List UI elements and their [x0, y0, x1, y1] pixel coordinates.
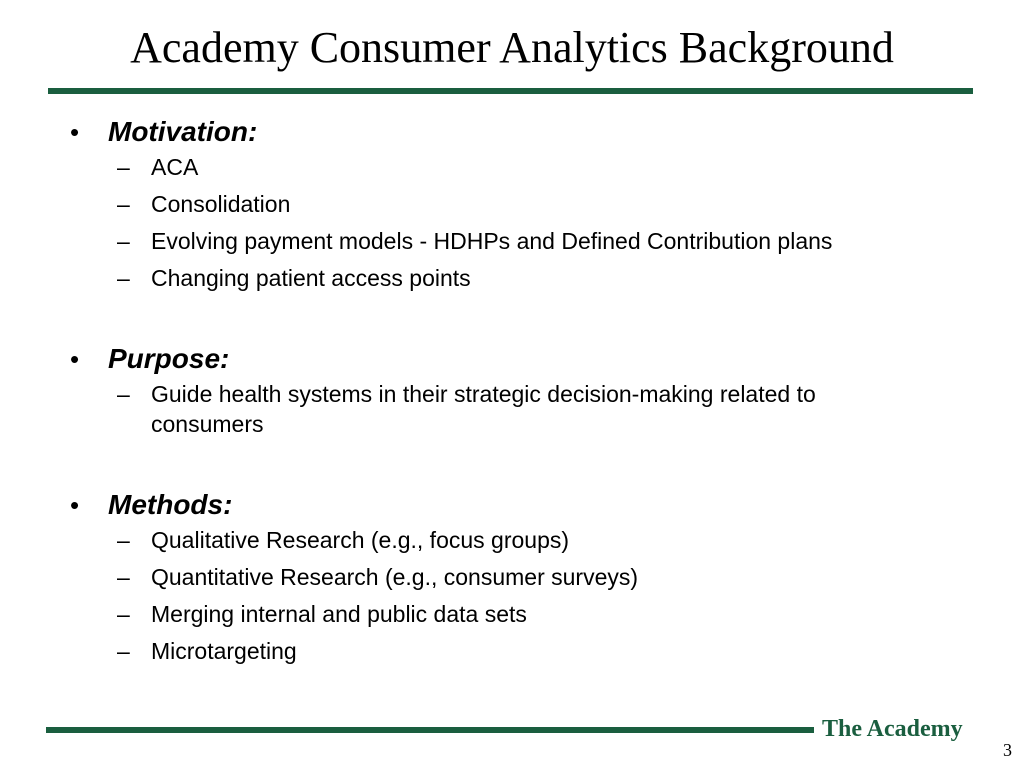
section-heading [70, 339, 970, 379]
dash-icon: – [117, 638, 130, 664]
section-heading-label: Methods: [108, 489, 233, 520]
section-purpose [70, 339, 970, 439]
bullet-icon: • [70, 117, 80, 147]
section-heading [70, 112, 970, 152]
section-motivation [70, 112, 970, 293]
dash-icon: – [117, 527, 130, 553]
sub-bullet-item [70, 226, 911, 256]
section-methods [70, 485, 970, 666]
dash-icon: – [117, 154, 130, 180]
sub-bullet-list [70, 525, 970, 666]
sub-bullet-text: ACA [151, 154, 199, 180]
section-heading [70, 485, 970, 525]
dash-icon: – [117, 381, 130, 407]
section-heading-label: Purpose: [108, 343, 230, 374]
sub-bullet-text: Qualitative Research (e.g., focus groups) [151, 527, 570, 553]
sub-bullet-item [70, 599, 911, 629]
dash-icon: – [117, 564, 130, 590]
footer-divider [46, 727, 814, 733]
sub-bullet-text: Microtargeting [151, 638, 297, 664]
sub-bullet-item [70, 379, 911, 439]
sub-bullet-item [70, 562, 911, 592]
slide-title: Academy Consumer Analytics Background [130, 23, 894, 72]
sub-bullet-text: Guide health systems in their strategic decision-making related to consumers [151, 381, 816, 437]
sub-bullet-item [70, 636, 911, 666]
bullet-icon: • [70, 490, 80, 520]
sub-bullet-list [70, 152, 970, 293]
dash-icon: – [117, 191, 130, 217]
title-divider [48, 88, 973, 94]
sub-bullet-text: Changing patient access points [151, 265, 471, 291]
dash-icon: – [117, 601, 130, 627]
bullet-icon: • [70, 344, 80, 374]
sub-bullet-text: Evolving payment models - HDHPs and Defined Contribution plans [151, 228, 833, 254]
sub-bullet-item [70, 525, 911, 555]
sub-bullet-text: Merging internal and public data sets [151, 601, 527, 627]
sub-bullet-item [70, 189, 911, 219]
dash-icon: – [117, 228, 130, 254]
section-heading-label: Motivation: [108, 116, 258, 147]
page-number: 3 [1003, 740, 1012, 760]
sub-bullet-list [70, 379, 970, 439]
sub-bullet-item [70, 263, 911, 293]
dash-icon: – [117, 265, 130, 291]
slide-content [70, 112, 970, 673]
sub-bullet-text: Quantitative Research (e.g., consumer surveys) [151, 564, 639, 590]
sub-bullet-text: Consolidation [151, 191, 291, 217]
footer-brand-logo: The Academy [822, 716, 963, 742]
sub-bullet-item [70, 152, 911, 182]
